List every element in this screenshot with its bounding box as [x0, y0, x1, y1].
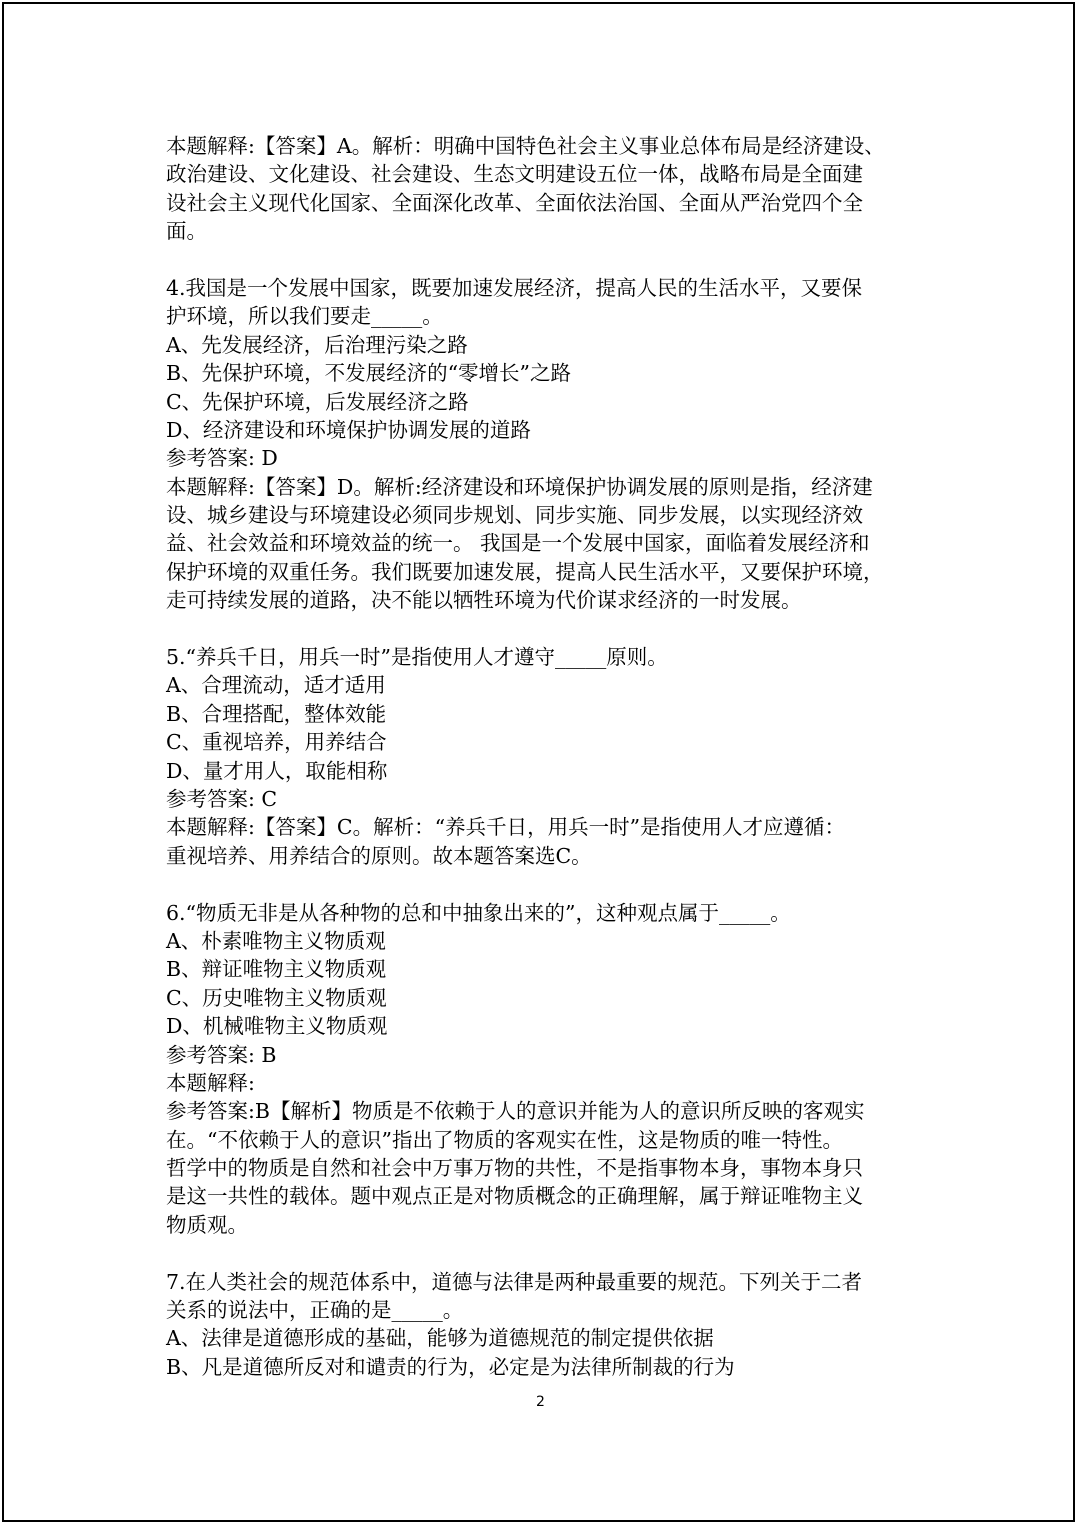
text-line: 在。“不依赖于人的意识”指出了物质的客观实在性，这是物质的唯一特性。 [166, 1127, 843, 1152]
text-line: 走可持续发展的道路，决不能以牺牲环境为代价谋求经济的一时发展。 [166, 588, 802, 613]
text-line: A、法律是道德形成的基础，能够为道德规范的制定提供依据 [166, 1326, 714, 1351]
paragraph-gap [166, 870, 926, 898]
text-line: 物质观。 [166, 1212, 248, 1237]
text-line: 政治建设、文化建设、社会建设、生态文明建设五位一体，战略布局是全面建 [166, 162, 863, 187]
text-line: A、朴素唯物主义物质观 [166, 928, 386, 953]
text-line: D、经济建设和环境保护协调发展的道路 [166, 417, 531, 442]
text-line: D、量才用人，取能相称 [166, 758, 388, 783]
text-line: 5.“养兵千日，用兵一时”是指使用人才遵守_____原则。 [166, 645, 668, 670]
text-line: 参考答案:B【解析】物质是不依赖于人的意识并能为人的意识所反映的客观实 [166, 1099, 865, 1124]
text-line: 6.“物质无非是从各种物的总和中抽象出来的”，这种观点属于_____。 [166, 900, 791, 925]
text-line: 本题解释:【答案】D。解析:经济建设和环境保护协调发展的原则是指，经济建 [166, 474, 873, 499]
text-line: 参考答案: C [166, 786, 278, 811]
text-line: A、合理流动，适才适用 [166, 673, 386, 698]
text-line: 重视培养、用养结合的原则。故本题答案选C。 [166, 843, 592, 868]
text-line: 本题解释:【答案】C。解析：“养兵千日，用兵一时”是指使用人才应遵循： [166, 815, 846, 840]
text-line: C、重视培养，用养结合 [166, 730, 387, 755]
paragraph-gap [166, 246, 926, 274]
text-line: 设、城乡建设与环境建设必须同步规划、同步实施、同步发展，以实现经济效 [166, 503, 863, 528]
page-number: 2 [536, 1394, 545, 1410]
text-line: 保护环境的双重任务。我们既要加速发展，提高人民生活水平，又要保护环境， [166, 559, 884, 584]
text-line: 关系的说法中，正确的是_____。 [166, 1298, 464, 1323]
paragraph-gap [166, 615, 926, 643]
text-line: 护环境，所以我们要走_____。 [166, 304, 443, 329]
text-line: 本题解释: [166, 1070, 255, 1095]
text-line: B、辩证唯物主义物质观 [166, 957, 387, 982]
paragraph-gap [166, 1239, 926, 1267]
text-line: 是这一共性的载体。题中观点正是对物质概念的正确理解，属于辩证唯物主义 [166, 1184, 863, 1209]
text-line: 本题解释:【答案】A。解析：明确中国特色社会主义事业总体布局是经济建设、 [166, 134, 885, 158]
text-line: B、凡是道德所反对和谴责的行为，必定是为法律所制裁的行为 [166, 1354, 735, 1379]
text-line: 哲学中的物质是自然和社会中万事万物的共性，不是指事物本身，事物本身只 [166, 1156, 863, 1181]
text-line: C、历史唯物主义物质观 [166, 985, 387, 1010]
text-line: 参考答案: D [166, 446, 278, 471]
text-line: 益、社会效益和环境效益的统一。 我国是一个发展中国家，面临着发展经济和 [166, 531, 870, 556]
text-line: C、先保护环境，后发展经济之路 [166, 389, 469, 414]
text-line: 4.我国是一个发展中国家，既要加速发展经济，提高人民的生活水平，又要保 [166, 275, 863, 300]
document-page [2, 2, 1075, 1522]
text-line: 参考答案: B [166, 1042, 277, 1067]
text-line: B、合理搭配，整体效能 [166, 701, 387, 726]
text-line: B、先保护环境，不发展经济的“零增长”之路 [166, 361, 572, 386]
text-line: 面。 [166, 219, 207, 244]
document-body [166, 132, 926, 1381]
text-line: 7.在人类社会的规范体系中，道德与法律是两种最重要的规范。下列关于二者 [166, 1269, 863, 1294]
text-line: 设社会主义现代化国家、全面深化改革、全面依法治国、全面从严治党四个全 [166, 190, 863, 215]
text-line: A、先发展经济，后治理污染之路 [166, 332, 468, 357]
text-line: D、机械唯物主义物质观 [166, 1014, 388, 1039]
